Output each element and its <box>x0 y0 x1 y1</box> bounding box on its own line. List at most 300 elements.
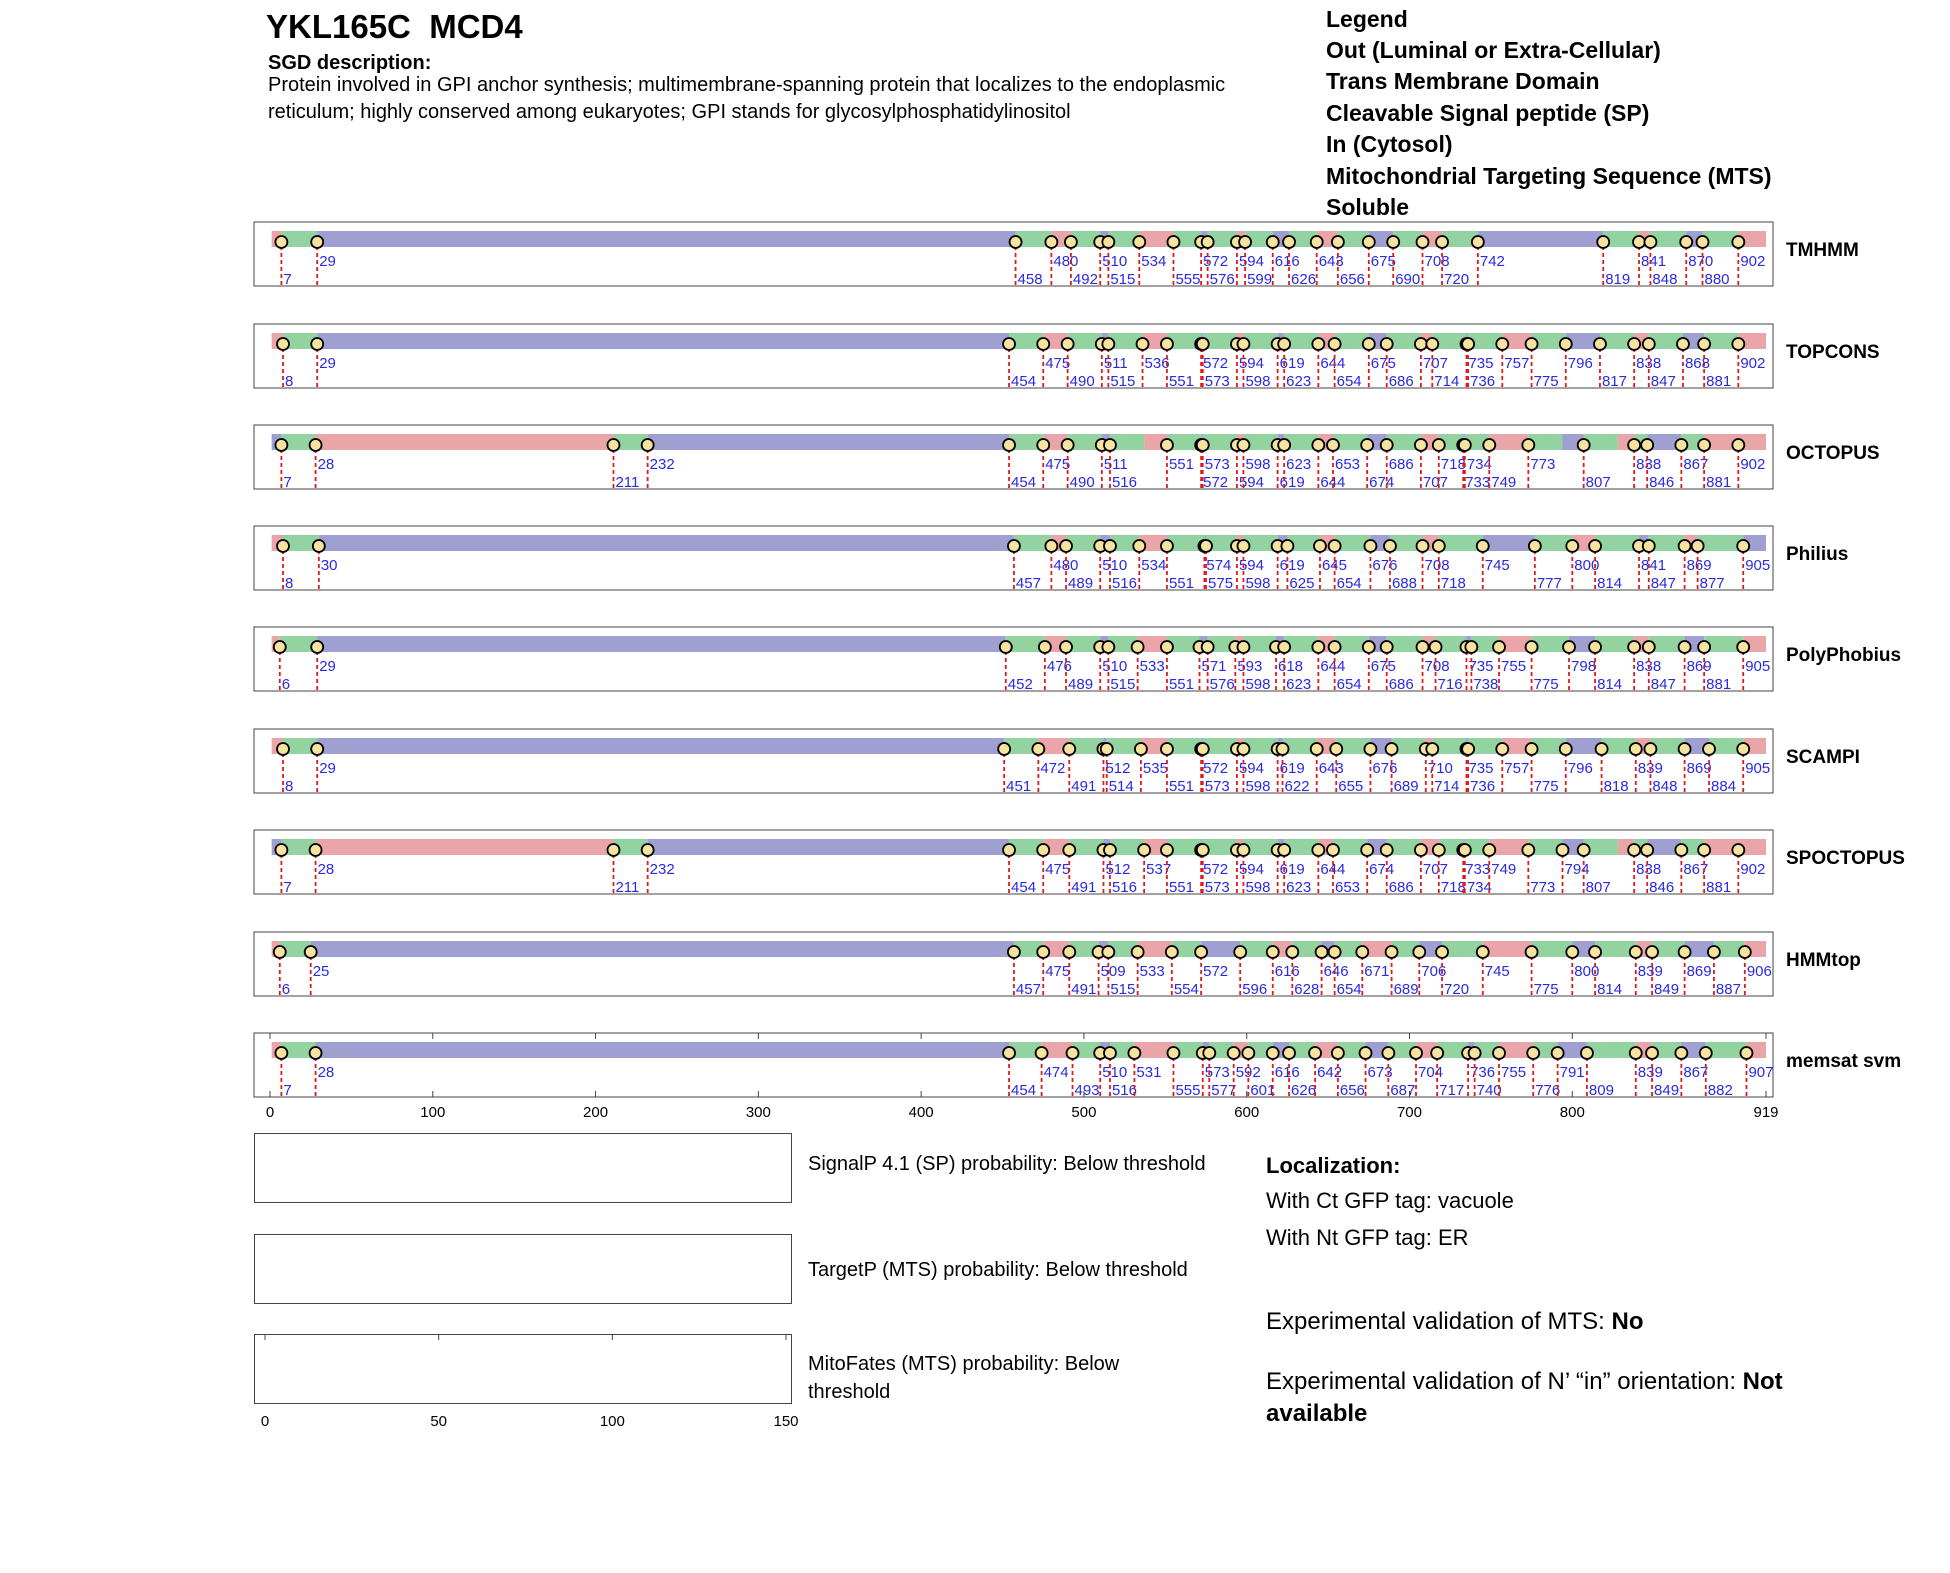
position-label: 489 <box>1068 676 1094 693</box>
segment-out <box>1483 535 1535 551</box>
boundary-marker <box>1364 540 1376 552</box>
boundary-marker <box>1138 844 1150 856</box>
position-label: 576 <box>1209 676 1235 693</box>
predictor-name: TOPCONS <box>1786 342 1880 363</box>
boundary-marker <box>1433 540 1445 552</box>
position-label: 29 <box>319 253 336 270</box>
boundary-marker <box>1283 236 1295 248</box>
position-label: 616 <box>1274 1064 1300 1081</box>
boundary-marker <box>607 844 619 856</box>
boundary-marker <box>311 236 323 248</box>
mini-x-tick-label: 100 <box>599 1413 625 1430</box>
mts-validation <box>1266 1306 1866 1338</box>
boundary-marker <box>1417 236 1429 248</box>
boundary-marker <box>1700 1047 1712 1059</box>
position-label: 623 <box>1286 456 1312 473</box>
position-label: 675 <box>1370 355 1396 372</box>
boundary-marker <box>1641 439 1653 451</box>
position-label: 839 <box>1637 760 1663 777</box>
position-label: 800 <box>1574 963 1600 980</box>
boundary-marker <box>1036 1047 1048 1059</box>
boundary-marker <box>1332 236 1344 248</box>
track-tmhmm <box>254 222 1859 288</box>
position-label: 619 <box>1279 557 1305 574</box>
boundary-marker <box>1739 946 1751 958</box>
boundary-marker <box>1643 540 1655 552</box>
position-label: 626 <box>1291 271 1317 288</box>
position-label: 573 <box>1204 373 1230 390</box>
boundary-marker <box>1137 338 1149 350</box>
mitofates-label: MitoFates (MTS) probability: Below threshold <box>808 1353 1120 1403</box>
boundary-marker <box>1277 743 1289 755</box>
position-label: 536 <box>1144 355 1170 372</box>
position-label: 717 <box>1439 1082 1465 1099</box>
boundary-marker <box>1237 641 1249 653</box>
position-label: 623 <box>1286 676 1312 693</box>
boundary-marker <box>1037 946 1049 958</box>
boundary-marker <box>1062 439 1074 451</box>
position-label: 907 <box>1748 1064 1774 1081</box>
boundary-marker <box>1309 1047 1321 1059</box>
boundary-marker <box>1045 236 1057 248</box>
boundary-marker <box>1200 540 1212 552</box>
position-label: 906 <box>1746 963 1772 980</box>
position-label: 575 <box>1208 575 1234 592</box>
boundary-marker <box>1135 743 1147 755</box>
position-label: 551 <box>1168 676 1194 693</box>
mts-validation-label: Experimental validation of MTS: <box>1266 1308 1612 1335</box>
position-label: 847 <box>1650 676 1676 693</box>
position-label: 572 <box>1203 474 1229 491</box>
boundary-marker <box>1278 338 1290 350</box>
position-label: 516 <box>1111 879 1138 896</box>
boundary-marker <box>1065 236 1077 248</box>
position-label: 849 <box>1654 981 1680 998</box>
predictor-name: TMHMM <box>1786 240 1859 261</box>
position-label: 707 <box>1422 861 1448 878</box>
position-label: 814 <box>1597 981 1623 998</box>
predictor-name: SCAMPI <box>1786 747 1860 768</box>
x-tick-label: 100 <box>420 1104 446 1121</box>
boundary-marker <box>275 236 287 248</box>
x-tick-label: 200 <box>583 1104 609 1121</box>
position-label: 707 <box>1422 474 1448 491</box>
position-label: 7 <box>283 1082 292 1099</box>
mini-x-tick-label: 50 <box>430 1413 448 1430</box>
position-label: 868 <box>1684 355 1711 372</box>
boundary-marker <box>1202 641 1214 653</box>
boundary-marker <box>1063 743 1075 755</box>
segment-out <box>1478 231 1603 247</box>
position-label: 30 <box>320 557 338 574</box>
position-label: 554 <box>1173 981 1199 998</box>
boundary-marker <box>1161 844 1173 856</box>
position-label: 491 <box>1071 778 1097 795</box>
position-label: 29 <box>319 355 336 372</box>
signalp-label: SignalP 4.1 (SP) probability: Below threshold <box>808 1153 1206 1175</box>
position-label: 551 <box>1168 778 1194 795</box>
position-label: 593 <box>1237 658 1263 675</box>
boundary-marker <box>1560 743 1572 755</box>
orientation-validation-value: Not available <box>1266 1368 1783 1427</box>
position-label: 902 <box>1740 355 1766 372</box>
boundary-marker <box>1312 844 1324 856</box>
position-label: 572 <box>1203 760 1229 777</box>
position-label: 735 <box>1468 355 1494 372</box>
boundary-marker <box>1312 439 1324 451</box>
boundary-marker <box>1644 743 1656 755</box>
boundary-marker <box>1560 338 1572 350</box>
position-label: 511 <box>1103 355 1128 372</box>
position-label: 572 <box>1203 963 1229 980</box>
position-label: 594 <box>1238 474 1264 491</box>
boundary-marker <box>311 743 323 755</box>
boundary-marker <box>1132 946 1144 958</box>
position-label: 475 <box>1045 963 1071 980</box>
boundary-marker <box>1381 338 1393 350</box>
position-label: 574 <box>1206 557 1232 574</box>
boundary-marker <box>1679 641 1691 653</box>
boundary-marker <box>1195 946 1207 958</box>
position-label: 454 <box>1011 1082 1037 1099</box>
boundary-marker <box>1003 1047 1015 1059</box>
position-label: 838 <box>1636 355 1662 372</box>
boundary-marker <box>1522 844 1534 856</box>
boundary-marker <box>1675 1047 1687 1059</box>
boundary-marker <box>1237 743 1249 755</box>
boundary-marker <box>1008 946 1020 958</box>
position-label: 573 <box>1204 1064 1230 1081</box>
segment-out <box>317 333 1009 349</box>
boundary-marker <box>274 641 286 653</box>
gene-title: YKL165C MCD4 <box>266 8 523 45</box>
position-label: 686 <box>1388 456 1414 473</box>
boundary-marker <box>1104 844 1116 856</box>
boundary-marker <box>1032 743 1044 755</box>
segment-out <box>317 636 1006 652</box>
position-label: 656 <box>1339 271 1365 288</box>
localization-nt: With Nt GFP tag: ER <box>1266 1225 1469 1250</box>
boundary-marker <box>1312 641 1324 653</box>
position-label: 714 <box>1434 373 1460 390</box>
boundary-marker <box>1102 236 1114 248</box>
x-tick-label: 600 <box>1234 1104 1260 1121</box>
boundary-marker <box>1286 946 1298 958</box>
position-label: 675 <box>1370 658 1396 675</box>
position-label: 643 <box>1318 760 1344 777</box>
predictor-name: PolyPhobius <box>1786 645 1902 666</box>
position-label: 475 <box>1045 861 1071 878</box>
position-label: 572 <box>1203 861 1229 878</box>
position-label: 491 <box>1071 981 1097 998</box>
boundary-marker <box>305 946 317 958</box>
position-label: 616 <box>1274 963 1300 980</box>
position-label: 8 <box>285 373 294 390</box>
position-label: 28 <box>317 1064 335 1081</box>
segment-out <box>311 941 1014 957</box>
track-octopus <box>254 425 1880 491</box>
position-label: 454 <box>1011 879 1037 896</box>
position-label: 452 <box>1007 676 1033 693</box>
boundary-marker <box>1237 338 1249 350</box>
boundary-marker <box>1381 641 1393 653</box>
position-label: 690 <box>1395 271 1421 288</box>
position-label: 839 <box>1637 963 1663 980</box>
boundary-marker <box>1698 439 1710 451</box>
boundary-marker <box>1630 743 1642 755</box>
boundary-marker <box>1417 641 1429 653</box>
position-label: 474 <box>1043 1064 1069 1081</box>
boundary-marker <box>1278 439 1290 451</box>
position-label: 905 <box>1745 760 1771 777</box>
boundary-marker <box>1311 743 1323 755</box>
boundary-marker <box>1594 338 1606 350</box>
position-label: 718 <box>1440 879 1466 896</box>
boundary-marker <box>1589 540 1601 552</box>
position-label: 489 <box>1068 575 1094 592</box>
boundary-marker <box>1067 1047 1079 1059</box>
position-label: 775 <box>1533 778 1559 795</box>
position-label: 490 <box>1069 373 1095 390</box>
segment-tm <box>1587 1042 1636 1058</box>
boundary-marker <box>1104 1047 1116 1059</box>
boundary-marker <box>1237 844 1249 856</box>
boundary-marker <box>1102 641 1114 653</box>
boundary-marker <box>1384 540 1396 552</box>
boundary-marker <box>1381 439 1393 451</box>
position-label: 7 <box>283 879 292 896</box>
position-label: 735 <box>1468 658 1494 675</box>
position-label: 796 <box>1567 355 1593 372</box>
boundary-marker <box>1329 641 1341 653</box>
position-label: 870 <box>1688 253 1714 270</box>
boundary-marker <box>1316 946 1328 958</box>
boundary-marker <box>1161 641 1173 653</box>
boundary-marker <box>1462 338 1474 350</box>
boundary-marker <box>1477 946 1489 958</box>
position-label: 673 <box>1367 1064 1393 1081</box>
position-label: 28 <box>317 456 335 473</box>
position-label: 577 <box>1211 1082 1237 1099</box>
boundary-marker <box>1060 540 1072 552</box>
position-label: 531 <box>1136 1064 1162 1081</box>
boundary-marker <box>1202 236 1214 248</box>
boundary-marker <box>1415 338 1427 350</box>
position-label: 733 <box>1465 861 1491 878</box>
boundary-marker <box>1703 743 1715 755</box>
position-label: 551 <box>1168 575 1194 592</box>
position-label: 734 <box>1466 879 1492 896</box>
boundary-marker <box>1628 439 1640 451</box>
sgd-description-label: SGD description: <box>268 52 432 74</box>
position-label: 807 <box>1585 879 1611 896</box>
boundary-marker <box>1278 641 1290 653</box>
boundary-marker <box>1329 540 1341 552</box>
boundary-marker <box>1692 540 1704 552</box>
boundary-marker <box>275 844 287 856</box>
position-label: 742 <box>1479 253 1505 270</box>
position-label: 838 <box>1636 456 1662 473</box>
position-label: 492 <box>1072 271 1098 288</box>
position-label: 877 <box>1699 575 1725 592</box>
position-label: 491 <box>1071 879 1097 896</box>
boundary-marker <box>1039 641 1051 653</box>
position-label: 619 <box>1279 474 1305 491</box>
segment-tm <box>1698 535 1744 551</box>
x-tick-label: 400 <box>908 1104 934 1121</box>
boundary-marker <box>1101 743 1113 755</box>
boundary-marker <box>310 439 322 451</box>
boundary-marker <box>1133 540 1145 552</box>
boundary-marker <box>1104 540 1116 552</box>
position-label: 457 <box>1015 575 1041 592</box>
position-label: 573 <box>1204 879 1230 896</box>
boundary-marker <box>1566 946 1578 958</box>
position-label: 749 <box>1491 474 1517 491</box>
track-polyphobius <box>254 627 1901 693</box>
boundary-marker <box>1037 338 1049 350</box>
position-label: 847 <box>1650 373 1676 390</box>
boundary-marker <box>1161 338 1173 350</box>
mts-validation-value: No <box>1611 1308 1644 1335</box>
position-label: 622 <box>1284 778 1310 795</box>
position-label: 676 <box>1372 760 1398 777</box>
position-label: 704 <box>1418 1064 1444 1081</box>
position-label: 572 <box>1203 253 1229 270</box>
segment-out <box>648 434 1009 450</box>
position-label: 686 <box>1388 676 1414 693</box>
position-label: 211 <box>615 879 640 896</box>
position-label: 656 <box>1339 1082 1365 1099</box>
position-label: 775 <box>1533 981 1559 998</box>
boundary-marker <box>277 743 289 755</box>
predictor-name: Philius <box>1786 544 1849 565</box>
boundary-marker <box>1527 1047 1539 1059</box>
boundary-marker <box>1737 743 1749 755</box>
boundary-marker <box>1387 236 1399 248</box>
boundary-marker <box>1063 946 1075 958</box>
position-label: 515 <box>1110 373 1136 390</box>
position-label: 848 <box>1652 271 1678 288</box>
position-label: 773 <box>1530 879 1556 896</box>
boundary-marker <box>1526 641 1538 653</box>
position-label: 472 <box>1040 760 1066 777</box>
track-scampi <box>254 729 1860 795</box>
position-label: 674 <box>1369 861 1395 878</box>
position-label: 800 <box>1574 557 1600 574</box>
boundary-marker <box>1237 540 1249 552</box>
boundary-marker <box>1589 641 1601 653</box>
boundary-marker <box>1708 946 1720 958</box>
position-label: 211 <box>615 474 640 491</box>
position-label: 454 <box>1011 373 1037 390</box>
position-label: 654 <box>1336 575 1362 592</box>
position-label: 476 <box>1046 658 1072 675</box>
boundary-marker <box>1161 743 1173 755</box>
x-tick-label: 700 <box>1396 1104 1423 1121</box>
position-label: 29 <box>319 658 336 675</box>
position-label: 555 <box>1175 271 1201 288</box>
position-label: 745 <box>1484 963 1510 980</box>
position-label: 653 <box>1334 456 1361 473</box>
position-label: 616 <box>1274 253 1300 270</box>
boundary-marker <box>1589 946 1601 958</box>
position-label: 599 <box>1247 271 1273 288</box>
boundary-marker <box>1641 844 1653 856</box>
position-label: 775 <box>1533 676 1559 693</box>
position-label: 881 <box>1706 676 1732 693</box>
position-label: 846 <box>1649 879 1675 896</box>
position-label: 884 <box>1711 778 1737 795</box>
boundary-marker <box>1278 844 1290 856</box>
x-tick-label: 800 <box>1559 1104 1585 1121</box>
position-label: 516 <box>1111 474 1138 491</box>
boundary-marker <box>1386 946 1398 958</box>
position-label: 232 <box>649 861 675 878</box>
position-label: 887 <box>1715 981 1741 998</box>
position-label: 905 <box>1745 557 1771 574</box>
boundary-marker <box>1000 641 1012 653</box>
position-label: 773 <box>1530 456 1556 473</box>
position-label: 232 <box>649 456 675 473</box>
position-label: 551 <box>1168 879 1194 896</box>
x-tick-label: 919 <box>1753 1104 1779 1121</box>
segment-out <box>317 231 1015 247</box>
boundary-marker <box>1698 641 1710 653</box>
boundary-marker <box>1010 236 1022 248</box>
boundary-marker <box>1008 540 1020 552</box>
boundary-marker <box>1646 946 1658 958</box>
position-label: 626 <box>1291 1082 1317 1099</box>
boundary-marker <box>1526 338 1538 350</box>
boundary-marker <box>1267 236 1279 248</box>
boundary-marker <box>1239 236 1251 248</box>
boundary-marker <box>1732 338 1744 350</box>
boundary-marker <box>310 844 322 856</box>
position-label: 653 <box>1334 879 1361 896</box>
position-label: 718 <box>1440 575 1466 592</box>
boundary-marker <box>1361 844 1373 856</box>
position-label: 867 <box>1683 456 1709 473</box>
legend-item-in: In (Cytosol) <box>1326 131 1453 157</box>
position-label: 809 <box>1588 1082 1614 1099</box>
boundary-marker <box>1526 946 1538 958</box>
boundary-marker <box>1675 439 1687 451</box>
boundary-marker <box>1363 236 1375 248</box>
boundary-marker <box>1410 1047 1422 1059</box>
position-label: 655 <box>1338 778 1364 795</box>
position-label: 869 <box>1686 963 1712 980</box>
boundary-marker <box>1698 844 1710 856</box>
position-label: 594 <box>1238 861 1264 878</box>
position-label: 733 <box>1465 474 1491 491</box>
position-label: 654 <box>1336 676 1362 693</box>
boundary-marker <box>1643 641 1655 653</box>
position-label: 512 <box>1105 861 1131 878</box>
position-label: 869 <box>1686 658 1712 675</box>
position-label: 534 <box>1141 253 1167 270</box>
position-label: 7 <box>283 271 292 288</box>
boundary-marker <box>1493 1047 1505 1059</box>
position-label: 686 <box>1388 373 1414 390</box>
position-label: 510 <box>1102 253 1128 270</box>
boundary-marker <box>1329 338 1341 350</box>
position-label: 716 <box>1437 676 1463 693</box>
boundary-marker <box>1128 1047 1140 1059</box>
position-label: 718 <box>1440 456 1466 473</box>
position-label: 794 <box>1564 861 1590 878</box>
position-label: 740 <box>1476 1082 1502 1099</box>
